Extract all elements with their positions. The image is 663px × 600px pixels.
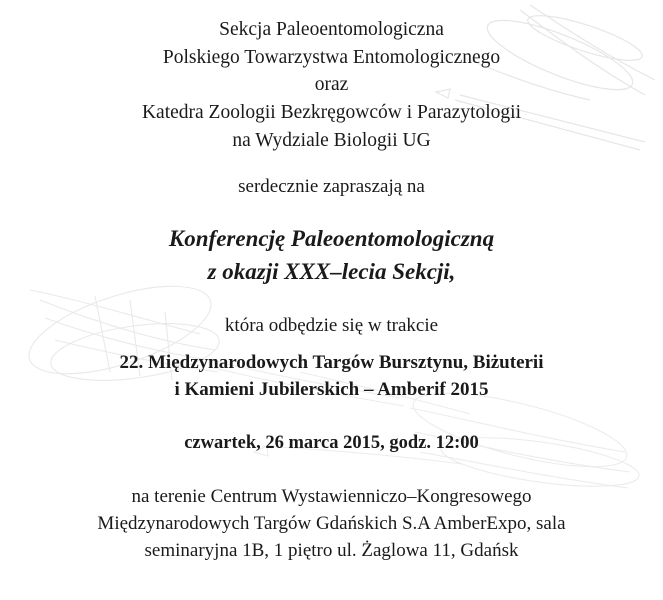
venue-line-2: Międzynarodowych Targów Gdańskich S.A AmberExpo, sala [97, 512, 566, 534]
document-content [30, 16, 633, 565]
fair-line-2: i Kamieni Jubilerskich – Amberif 2015 [174, 378, 489, 400]
event-title-line-2: z okazji XXX–lecia Sekcji, [207, 259, 456, 285]
organizers-block [30, 16, 633, 154]
organizer-line-1: Sekcja Paleoentomologiczna [219, 19, 444, 40]
venue-line-3: seminaryjna 1B, 1 piętro ul. Żaglowa 11, Gdańsk [144, 539, 519, 561]
event-title-line-1: Konferencję Paleoentomologiczną [168, 226, 495, 252]
venue-line-1: na terenie Centrum Wystawienniczo–Kongresowego [131, 485, 532, 507]
organizer-line-5: na Wydziale Biologii UG [232, 129, 431, 151]
invitation-line: serdecznie zapraszają na [238, 176, 425, 198]
organizer-line-4: Katedra Zoologii Bezkręgowców i Parazytologii [141, 102, 522, 124]
event-title-block [30, 223, 633, 288]
organizer-line-3: oraz [314, 74, 349, 96]
venue-block [30, 484, 633, 565]
date-line: czwartek, 26 marca 2015, godz. 12:00 [184, 432, 479, 453]
fair-line-1: 22. Międzynarodowych Targów Bursztynu, Biżuterii [119, 351, 544, 373]
during-line: która odbędzie się w trakcie [224, 314, 439, 336]
organizer-line-2: Polskiego Towarzystwa Entomologicznego [162, 46, 501, 68]
fair-block [30, 350, 633, 404]
